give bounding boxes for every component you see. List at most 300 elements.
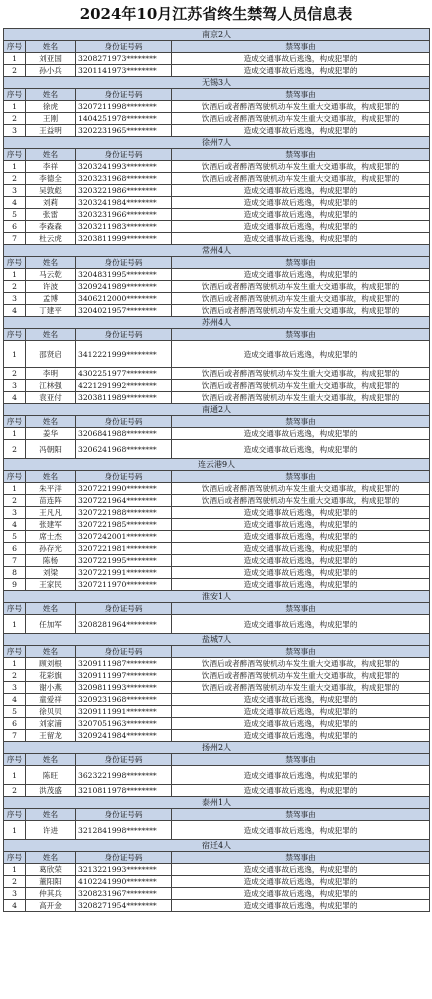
row-number: 1	[4, 864, 26, 876]
ban-reason: 造成交通事故后逃逸，构成犯罪的	[172, 821, 430, 840]
person-name: 苗连阵	[26, 495, 76, 507]
city-name: 宿迁4人	[4, 840, 430, 852]
ban-reason: 饮酒后或者醉酒驾驶机动车发生重大交通事故，构成犯罪的	[172, 483, 430, 495]
driver-ban-table	[3, 28, 430, 912]
id-number: 3209811993********	[76, 682, 172, 694]
ban-reason: 造成交通事故后逃逸，构成犯罪的	[172, 269, 430, 281]
row-number: 5	[4, 706, 26, 718]
col-header-no: 序号	[4, 754, 26, 766]
person-name: 孙存光	[26, 543, 76, 555]
ban-reason: 造成交通事故后逃逸，构成犯罪的	[172, 507, 430, 519]
id-number: 3209111987********	[76, 658, 172, 670]
table-row	[4, 821, 430, 840]
person-name: 姜华	[26, 428, 76, 440]
ban-reason: 造成交通事故后逃逸，构成犯罪的	[172, 209, 430, 221]
row-number: 6	[4, 718, 26, 730]
row-number: 2	[4, 440, 26, 459]
table-row	[4, 368, 430, 380]
ban-reason: 造成交通事故后逃逸，构成犯罪的	[172, 694, 430, 706]
ban-reason: 造成交通事故后逃逸，构成犯罪的	[172, 233, 430, 245]
table-row	[4, 682, 430, 694]
ban-reason: 造成交通事故后逃逸，构成犯罪的	[172, 555, 430, 567]
person-name: 孙小兵	[26, 65, 76, 77]
col-header-no: 序号	[4, 603, 26, 615]
table-row	[4, 519, 430, 531]
row-number: 3	[4, 125, 26, 137]
person-name: 马云乾	[26, 269, 76, 281]
city-header-row	[4, 742, 430, 754]
person-name: 张雷	[26, 209, 76, 221]
table-row	[4, 766, 430, 785]
row-number: 1	[4, 483, 26, 495]
id-number: 3406212000********	[76, 293, 172, 305]
col-header-no: 序号	[4, 852, 26, 864]
id-number: 3207221964********	[76, 495, 172, 507]
person-name: 董阳阳	[26, 876, 76, 888]
ban-reason: 造成交通事故后逃逸，构成犯罪的	[172, 185, 430, 197]
id-number: 3207221991********	[76, 567, 172, 579]
row-number: 4	[4, 392, 26, 404]
row-number: 4	[4, 305, 26, 317]
row-number: 2	[4, 65, 26, 77]
city-name: 连云港9人	[4, 459, 430, 471]
ban-reason: 饮酒后或者醉酒驾驶机动车发生重大交通事故，构成犯罪的	[172, 173, 430, 185]
person-name: 许波	[26, 281, 76, 293]
col-header-id: 身份证号码	[76, 471, 172, 483]
person-name: 任加军	[26, 615, 76, 634]
table-row	[4, 876, 430, 888]
ban-reason: 饮酒后或者醉酒驾驶机动车发生重大交通事故，构成犯罪的	[172, 392, 430, 404]
person-name: 王家民	[26, 579, 76, 591]
page-title: 2024年10月江苏省终生禁驾人员信息表	[79, 5, 353, 23]
table-row	[4, 900, 430, 912]
person-name: 徐贝贝	[26, 706, 76, 718]
id-number: 3412221999********	[76, 341, 172, 368]
ban-reason: 造成交通事故后逃逸，构成犯罪的	[172, 579, 430, 591]
table-row	[4, 125, 430, 137]
col-header-name: 姓名	[26, 89, 76, 101]
table-row	[4, 197, 430, 209]
table-row	[4, 531, 430, 543]
table-row	[4, 341, 430, 368]
id-number: 3208271973********	[76, 53, 172, 65]
id-number: 3209111991********	[76, 706, 172, 718]
table-row	[4, 293, 430, 305]
row-number: 5	[4, 531, 26, 543]
row-number: 4	[4, 197, 26, 209]
person-name: 王益明	[26, 125, 76, 137]
ban-reason: 饮酒后或者醉酒驾驶机动车发生重大交通事故，构成犯罪的	[172, 368, 430, 380]
city-name: 苏州4人	[4, 317, 430, 329]
person-name: 刘莉	[26, 197, 76, 209]
row-number: 3	[4, 380, 26, 392]
ban-reason: 造成交通事故后逃逸，构成犯罪的	[172, 876, 430, 888]
col-header-id: 身份证号码	[76, 603, 172, 615]
row-number: 1	[4, 53, 26, 65]
ban-reason: 饮酒后或者醉酒驾驶机动车发生重大交通事故，构成犯罪的	[172, 682, 430, 694]
person-name: 刘家浦	[26, 718, 76, 730]
id-number: 3209241989********	[76, 281, 172, 293]
city-header-row	[4, 29, 430, 41]
id-number: 3207221995********	[76, 555, 172, 567]
col-header-no: 序号	[4, 809, 26, 821]
col-header-reason: 禁驾事由	[172, 416, 430, 428]
row-number: 1	[4, 341, 26, 368]
city-header-row	[4, 459, 430, 471]
city-name: 扬州2人	[4, 742, 430, 754]
table-row	[4, 658, 430, 670]
person-name: 朱平洋	[26, 483, 76, 495]
row-number: 2	[4, 670, 26, 682]
column-header-row	[4, 329, 430, 341]
city-header-row	[4, 634, 430, 646]
person-name: 仲其兵	[26, 888, 76, 900]
id-number: 3213221993********	[76, 864, 172, 876]
col-header-no: 序号	[4, 149, 26, 161]
person-name: 谢小燕	[26, 682, 76, 694]
col-header-no: 序号	[4, 471, 26, 483]
person-name: 江林强	[26, 380, 76, 392]
city-header-row	[4, 840, 430, 852]
id-number: 3203811989********	[76, 392, 172, 404]
person-name: 杜云虎	[26, 233, 76, 245]
row-number: 1	[4, 428, 26, 440]
table-row	[4, 495, 430, 507]
person-name: 王凡凡	[26, 507, 76, 519]
col-header-reason: 禁驾事由	[172, 149, 430, 161]
row-number: 1	[4, 615, 26, 634]
table-row	[4, 579, 430, 591]
table-row	[4, 305, 430, 317]
col-header-reason: 禁驾事由	[172, 41, 430, 53]
column-header-row	[4, 416, 430, 428]
row-number: 1	[4, 821, 26, 840]
ban-reason: 造成交通事故后逃逸，构成犯罪的	[172, 888, 430, 900]
col-header-reason: 禁驾事由	[172, 329, 430, 341]
col-header-id: 身份证号码	[76, 257, 172, 269]
table-row	[4, 380, 430, 392]
id-number: 3203241984********	[76, 197, 172, 209]
row-number: 9	[4, 579, 26, 591]
id-number: 3207211970********	[76, 579, 172, 591]
col-header-id: 身份证号码	[76, 41, 172, 53]
table-row	[4, 555, 430, 567]
row-number: 2	[4, 368, 26, 380]
id-number: 3208231967********	[76, 888, 172, 900]
table-row	[4, 543, 430, 555]
table-row	[4, 392, 430, 404]
city-header-row	[4, 591, 430, 603]
col-header-no: 序号	[4, 89, 26, 101]
row-number: 1	[4, 269, 26, 281]
city-header-row	[4, 317, 430, 329]
row-number: 2	[4, 785, 26, 797]
table-row	[4, 185, 430, 197]
ban-reason: 饮酒后或者醉酒驾驶机动车发生重大交通事故，构成犯罪的	[172, 658, 430, 670]
id-number: 3203221986********	[76, 185, 172, 197]
person-name: 高开金	[26, 900, 76, 912]
table-row	[4, 615, 430, 634]
col-header-no: 序号	[4, 416, 26, 428]
person-name: 张建军	[26, 519, 76, 531]
column-header-row	[4, 41, 430, 53]
person-name: 邵贤启	[26, 341, 76, 368]
ban-reason: 造成交通事故后逃逸，构成犯罪的	[172, 221, 430, 233]
table-row	[4, 173, 430, 185]
col-header-name: 姓名	[26, 852, 76, 864]
ban-reason: 饮酒后或者醉酒驾驶机动车发生重大交通事故，构成犯罪的	[172, 305, 430, 317]
id-number: 3209111997********	[76, 670, 172, 682]
id-number: 3206241968********	[76, 440, 172, 459]
id-number: 3204831995********	[76, 269, 172, 281]
table-row	[4, 269, 430, 281]
row-number: 2	[4, 113, 26, 125]
col-header-id: 身份证号码	[76, 89, 172, 101]
col-header-name: 姓名	[26, 754, 76, 766]
col-header-name: 姓名	[26, 603, 76, 615]
ban-reason: 饮酒后或者醉酒驾驶机动车发生重大交通事故，构成犯罪的	[172, 281, 430, 293]
ban-reason: 造成交通事故后逃逸，构成犯罪的	[172, 864, 430, 876]
row-number: 3	[4, 888, 26, 900]
row-number: 1	[4, 766, 26, 785]
table-row	[4, 281, 430, 293]
ban-reason: 造成交通事故后逃逸，构成犯罪的	[172, 615, 430, 634]
person-name: 刘亚国	[26, 53, 76, 65]
ban-reason: 造成交通事故后逃逸，构成犯罪的	[172, 706, 430, 718]
column-header-row	[4, 257, 430, 269]
ban-reason: 饮酒后或者醉酒驾驶机动车发生重大交通事故，构成犯罪的	[172, 670, 430, 682]
id-number: 3212841998********	[76, 821, 172, 840]
row-number: 6	[4, 221, 26, 233]
table-row	[4, 101, 430, 113]
ban-reason: 造成交通事故后逃逸，构成犯罪的	[172, 567, 430, 579]
col-header-name: 姓名	[26, 646, 76, 658]
table-row	[4, 161, 430, 173]
ban-reason: 造成交通事故后逃逸，构成犯罪的	[172, 543, 430, 555]
table-row	[4, 233, 430, 245]
id-number: 3207221981********	[76, 543, 172, 555]
col-header-name: 姓名	[26, 471, 76, 483]
col-header-no: 序号	[4, 257, 26, 269]
col-header-id: 身份证号码	[76, 329, 172, 341]
person-name: 童爱祥	[26, 694, 76, 706]
id-number: 4302251977********	[76, 368, 172, 380]
row-number: 1	[4, 161, 26, 173]
city-name: 盐城7人	[4, 634, 430, 646]
row-number: 7	[4, 730, 26, 742]
col-header-id: 身份证号码	[76, 852, 172, 864]
col-header-no: 序号	[4, 329, 26, 341]
table-row	[4, 670, 430, 682]
column-header-row	[4, 89, 430, 101]
id-number: 3207221988********	[76, 507, 172, 519]
table-row	[4, 864, 430, 876]
id-number: 4221291992********	[76, 380, 172, 392]
table-row	[4, 888, 430, 900]
id-number: 3208281964********	[76, 615, 172, 634]
col-header-reason: 禁驾事由	[172, 257, 430, 269]
ban-reason: 饮酒后或者醉酒驾驶机动车发生重大交通事故，构成犯罪的	[172, 495, 430, 507]
column-header-row	[4, 149, 430, 161]
ban-reason: 饮酒后或者醉酒驾驶机动车发生重大交通事故，构成犯罪的	[172, 101, 430, 113]
city-name: 无锡3人	[4, 77, 430, 89]
row-number: 7	[4, 555, 26, 567]
row-number: 7	[4, 233, 26, 245]
ban-reason: 造成交通事故后逃逸，构成犯罪的	[172, 766, 430, 785]
city-header-row	[4, 77, 430, 89]
person-name: 王刚	[26, 113, 76, 125]
id-number: 3204021957********	[76, 305, 172, 317]
id-number: 3203231966********	[76, 209, 172, 221]
city-name: 淮安1人	[4, 591, 430, 603]
id-number: 3207051963********	[76, 718, 172, 730]
col-header-name: 姓名	[26, 809, 76, 821]
col-header-reason: 禁驾事由	[172, 603, 430, 615]
person-name: 花彩旗	[26, 670, 76, 682]
person-name: 席士杰	[26, 531, 76, 543]
col-header-reason: 禁驾事由	[172, 852, 430, 864]
column-header-row	[4, 809, 430, 821]
col-header-id: 身份证号码	[76, 809, 172, 821]
ban-reason: 饮酒后或者醉酒驾驶机动车发生重大交通事故，构成犯罪的	[172, 113, 430, 125]
id-number: 3623221998********	[76, 766, 172, 785]
city-header-row	[4, 404, 430, 416]
column-header-row	[4, 852, 430, 864]
col-header-reason: 禁驾事由	[172, 809, 430, 821]
row-number: 6	[4, 543, 26, 555]
person-name: 陈杨	[26, 555, 76, 567]
id-number: 3208271954********	[76, 900, 172, 912]
ban-reason: 造成交通事故后逃逸，构成犯罪的	[172, 900, 430, 912]
person-name: 葛欣荣	[26, 864, 76, 876]
ban-reason: 造成交通事故后逃逸，构成犯罪的	[172, 440, 430, 459]
person-name: 吴敦彪	[26, 185, 76, 197]
row-number: 1	[4, 101, 26, 113]
person-name: 许进	[26, 821, 76, 840]
id-number: 3209231968********	[76, 694, 172, 706]
city-header-row	[4, 245, 430, 257]
person-name: 刘梁	[26, 567, 76, 579]
person-name: 冯朝阳	[26, 440, 76, 459]
person-name: 袁亚付	[26, 392, 76, 404]
ban-reason: 造成交通事故后逃逸，构成犯罪的	[172, 718, 430, 730]
table-row	[4, 718, 430, 730]
id-number: 3207242001********	[76, 531, 172, 543]
id-number: 3203241993********	[76, 161, 172, 173]
ban-reason: 饮酒后或者醉酒驾驶机动车发生重大交通事故，构成犯罪的	[172, 293, 430, 305]
ban-reason: 饮酒后或者醉酒驾驶机动车发生重大交通事故，构成犯罪的	[172, 380, 430, 392]
table-row	[4, 209, 430, 221]
col-header-no: 序号	[4, 41, 26, 53]
ban-reason: 造成交通事故后逃逸，构成犯罪的	[172, 730, 430, 742]
row-number: 4	[4, 519, 26, 531]
table-row	[4, 785, 430, 797]
city-header-row	[4, 137, 430, 149]
table-row	[4, 567, 430, 579]
col-header-name: 姓名	[26, 416, 76, 428]
person-name: 李祥	[26, 161, 76, 173]
row-number: 3	[4, 682, 26, 694]
id-number: 3203811999********	[76, 233, 172, 245]
ban-reason: 造成交通事故后逃逸，构成犯罪的	[172, 65, 430, 77]
table-row	[4, 507, 430, 519]
city-header-row	[4, 797, 430, 809]
col-header-id: 身份证号码	[76, 646, 172, 658]
ban-reason: 造成交通事故后逃逸，构成犯罪的	[172, 785, 430, 797]
col-header-name: 姓名	[26, 257, 76, 269]
ban-reason: 造成交通事故后逃逸，构成犯罪的	[172, 197, 430, 209]
row-number: 3	[4, 293, 26, 305]
id-number: 3207221990********	[76, 483, 172, 495]
table-row	[4, 113, 430, 125]
id-number: 3207211998********	[76, 101, 172, 113]
ban-reason: 造成交通事故后逃逸，构成犯罪的	[172, 428, 430, 440]
row-number: 4	[4, 694, 26, 706]
id-number: 3202231965********	[76, 125, 172, 137]
column-header-row	[4, 603, 430, 615]
city-name: 南通2人	[4, 404, 430, 416]
col-header-reason: 禁驾事由	[172, 646, 430, 658]
id-number: 3201141973********	[76, 65, 172, 77]
row-number: 2	[4, 495, 26, 507]
col-header-no: 序号	[4, 646, 26, 658]
row-number: 8	[4, 567, 26, 579]
id-number: 3209241984********	[76, 730, 172, 742]
row-number: 5	[4, 209, 26, 221]
col-header-id: 身份证号码	[76, 416, 172, 428]
city-name: 泰州1人	[4, 797, 430, 809]
table-row	[4, 483, 430, 495]
column-header-row	[4, 646, 430, 658]
row-number: 3	[4, 185, 26, 197]
person-name: 陈旺	[26, 766, 76, 785]
person-name: 李森森	[26, 221, 76, 233]
person-name: 孟博	[26, 293, 76, 305]
row-number: 3	[4, 507, 26, 519]
id-number: 4102241990********	[76, 876, 172, 888]
ban-reason: 造成交通事故后逃逸，构成犯罪的	[172, 519, 430, 531]
table-row	[4, 694, 430, 706]
ban-reason: 饮酒后或者醉酒驾驶机动车发生重大交通事故，构成犯罪的	[172, 161, 430, 173]
column-header-row	[4, 754, 430, 766]
id-number: 3210811978********	[76, 785, 172, 797]
row-number: 2	[4, 876, 26, 888]
row-number: 1	[4, 658, 26, 670]
col-header-id: 身份证号码	[76, 149, 172, 161]
table-row	[4, 730, 430, 742]
id-number: 3207221985********	[76, 519, 172, 531]
person-name: 李德全	[26, 173, 76, 185]
table-row	[4, 53, 430, 65]
col-header-id: 身份证号码	[76, 754, 172, 766]
person-name: 王留龙	[26, 730, 76, 742]
city-name: 南京2人	[4, 29, 430, 41]
column-header-row	[4, 471, 430, 483]
ban-reason: 造成交通事故后逃逸，构成犯罪的	[172, 53, 430, 65]
table-row	[4, 428, 430, 440]
col-header-name: 姓名	[26, 41, 76, 53]
id-number: 3206841988********	[76, 428, 172, 440]
col-header-reason: 禁驾事由	[172, 471, 430, 483]
ban-reason: 造成交通事故后逃逸，构成犯罪的	[172, 125, 430, 137]
ban-reason: 造成交通事故后逃逸，构成犯罪的	[172, 341, 430, 368]
col-header-reason: 禁驾事由	[172, 754, 430, 766]
ban-reason: 造成交通事故后逃逸，构成犯罪的	[172, 531, 430, 543]
person-name: 丁建平	[26, 305, 76, 317]
row-number: 2	[4, 281, 26, 293]
col-header-reason: 禁驾事由	[172, 89, 430, 101]
person-name: 洪茂盛	[26, 785, 76, 797]
